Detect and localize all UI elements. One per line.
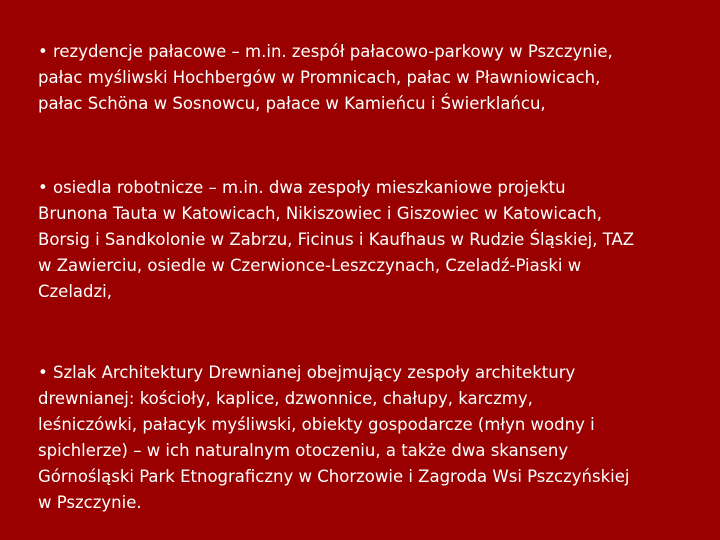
text-line: w Zawierciu, osiedle w Czerwionce-Leszczynach, Czeladź-Piaski w	[38, 256, 582, 275]
text-line: drewnianej: kościoły, kaplice, dzwonnice, chałupy, karczmy,	[38, 389, 533, 408]
text-line: • rezydencje pałacowe – m.in. zespół pałacowo-parkowy w Pszczynie,	[38, 42, 613, 61]
text-line: Borsig i Sandkolonie w Zabrzu, Ficinus i Kaufhaus w Rudzie Śląskiej, TAZ	[38, 230, 635, 249]
text-line: pałac myśliwski Hochbergów w Promnicach, pałac w Pławniowicach,	[38, 68, 601, 87]
text-line: • osiedla robotnicze – m.in. dwa zespoły mieszkaniowe projektu	[38, 178, 566, 197]
text-line: Czeladzi,	[38, 282, 112, 301]
text-line: Brunona Tauta w Katowicach, Nikiszowiec i Giszowiec w Katowicach,	[38, 204, 602, 223]
text-line: spichlerze) – w ich naturalnym otoczeniu, a także dwa skanseny	[38, 441, 569, 460]
text-line: pałac Schöna w Sosnowcu, pałace w Kamieńcu i Świerklańcu,	[38, 94, 546, 113]
paragraph-wooden-architecture-route	[38, 360, 688, 516]
text-line: • Szlak Architektury Drewnianej obejmujący zespoły architektury	[38, 363, 576, 382]
text-line: Górnośląski Park Etnograficzny w Chorzowie i Zagroda Wsi Pszczyńskiej	[38, 467, 630, 486]
paragraph-workers-settlements	[38, 175, 688, 305]
paragraph-palace-residences	[38, 39, 688, 117]
text-line: w Pszczynie.	[38, 493, 142, 512]
text-line: leśniczówki, pałacyk myśliwski, obiekty gospodarcze (młyn wodny i	[38, 415, 595, 434]
